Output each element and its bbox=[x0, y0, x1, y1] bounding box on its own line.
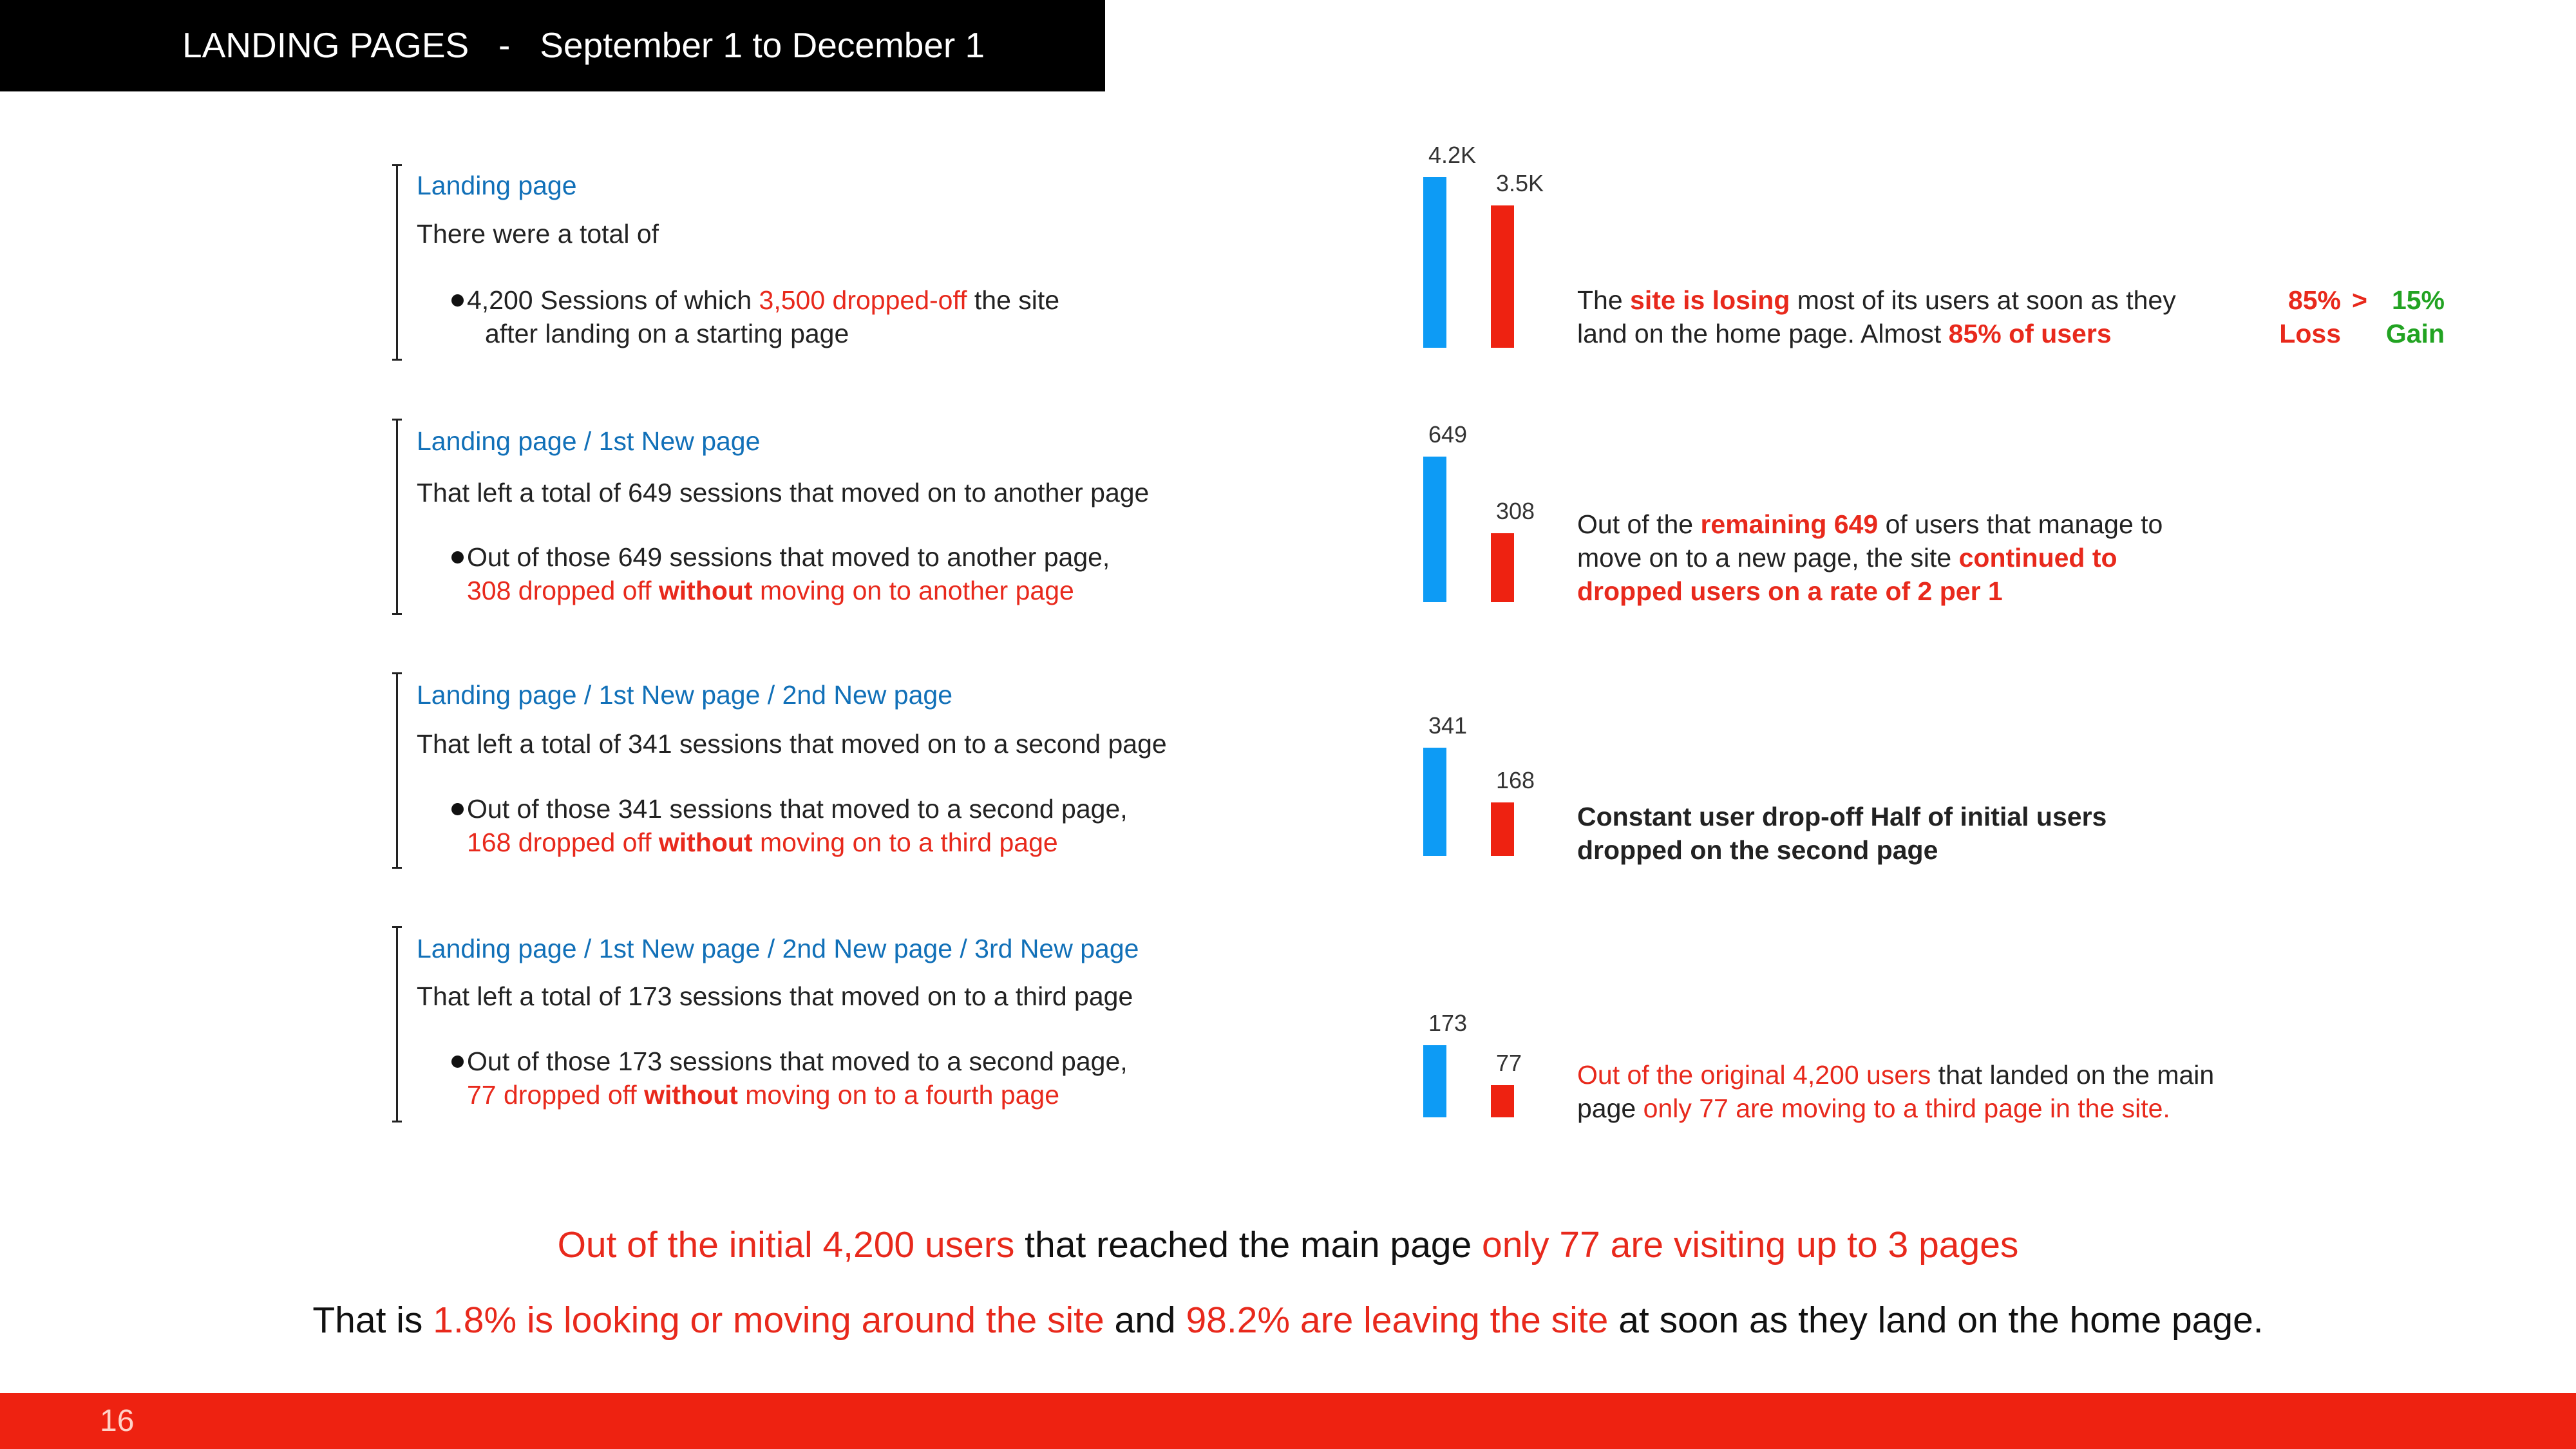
note-remaining-649: Out of the remaining 649 of users that manage to move on to a new page, the site continued to dropped users on a rate of 2 per 1 bbox=[1577, 509, 2163, 606]
header-bar bbox=[0, 0, 1105, 91]
loss-percent: 85% bbox=[2287, 285, 2341, 315]
summary-line-2: That is 1.8% is looking or moving around the site and 98.2% are leaving the site at soon as they land on the home page. bbox=[312, 1300, 2264, 1341]
loss-stat bbox=[2277, 283, 2341, 350]
bullet-dot bbox=[451, 294, 464, 307]
section-bracket bbox=[396, 672, 398, 869]
page-number: 16 bbox=[100, 1404, 135, 1438]
section-3rd-new-page bbox=[396, 926, 1272, 1122]
footer-bar bbox=[0, 1393, 2576, 1449]
sessions-bar bbox=[1423, 1045, 1446, 1117]
dropped-bar bbox=[1491, 802, 1514, 856]
bullet-dot bbox=[451, 803, 464, 815]
section-bracket bbox=[396, 419, 398, 615]
dropped-label: 3.5K bbox=[1496, 170, 1544, 196]
note-original-4200: Out of the original 4,200 users that landed on the main page only 77 are moving to a third page in the site. bbox=[1577, 1060, 2215, 1123]
section-title: Landing page / 1st New page / 2nd New page bbox=[417, 680, 952, 710]
dropped-bar bbox=[1491, 205, 1514, 348]
note-constant-dropoff: Constant user drop-off Half of initial users dropped on the second page bbox=[1577, 802, 2107, 865]
gain-stat bbox=[2383, 283, 2445, 350]
section-summary: There were a total of bbox=[417, 219, 659, 249]
gain-percent: 15% bbox=[2391, 285, 2445, 315]
sessions-bar bbox=[1423, 748, 1446, 856]
sessions-bar bbox=[1423, 457, 1446, 602]
dropped-label: 77 bbox=[1496, 1050, 1522, 1076]
dropped-bar bbox=[1491, 1085, 1514, 1117]
section-bullet: Out of those 341 sessions that moved to a second page, 168 dropped off without moving on to a third page bbox=[467, 792, 1128, 859]
section-title: Landing page / 1st New page bbox=[417, 426, 761, 456]
sessions-bar bbox=[1423, 177, 1446, 348]
sessions-label: 4.2K bbox=[1428, 142, 1477, 168]
section-summary: That left a total of 173 sessions that moved on to a third page bbox=[417, 981, 1133, 1011]
section-bullet: Out of those 649 sessions that moved to another page, 308 dropped off without moving on to another page bbox=[467, 540, 1110, 607]
section-1st-new-page bbox=[396, 419, 1272, 615]
sessions-label: 649 bbox=[1428, 421, 1468, 448]
dropped-label: 168 bbox=[1496, 767, 1535, 793]
section-summary: That left a total of 341 sessions that moved on to a second page bbox=[417, 729, 1167, 759]
sessions-label: 341 bbox=[1428, 712, 1468, 739]
gain-label: Gain bbox=[2385, 319, 2445, 348]
bullet-dot bbox=[451, 551, 464, 564]
section-landing-page bbox=[396, 164, 1272, 361]
note-site-losing: The site is losing most of its users at soon as they land on the home page. Almost 85% of users bbox=[1577, 285, 2176, 348]
dropped-bar bbox=[1491, 533, 1514, 602]
section-title: Landing page / 1st New page / 2nd New page / 3rd New page bbox=[417, 934, 1139, 963]
loss-label: Loss bbox=[2279, 319, 2341, 348]
dropped-label: 308 bbox=[1496, 498, 1535, 524]
bullet-dot bbox=[451, 1056, 464, 1068]
section-bracket bbox=[396, 164, 398, 361]
section-bracket bbox=[396, 926, 398, 1122]
sessions-label: 173 bbox=[1428, 1010, 1468, 1036]
page-title: LANDING PAGES - September 1 to December 1 bbox=[182, 25, 985, 65]
summary-line-1: Out of the initial 4,200 users that reached the main page only 77 are visiting up to 3 pages bbox=[557, 1224, 2019, 1265]
section-2nd-new-page bbox=[396, 672, 1272, 869]
section-summary: That left a total of 649 sessions that moved on to another page bbox=[417, 478, 1150, 507]
section-bullet: 4,200 Sessions of which 3,500 dropped-off the site after landing on a starting page bbox=[467, 283, 1059, 350]
section-bullet: Out of those 173 sessions that moved to a second page, 77 dropped off without moving on to a fourth page bbox=[467, 1045, 1128, 1112]
greater-than-sign: > bbox=[2352, 285, 2367, 315]
section-title: Landing page bbox=[417, 171, 577, 200]
